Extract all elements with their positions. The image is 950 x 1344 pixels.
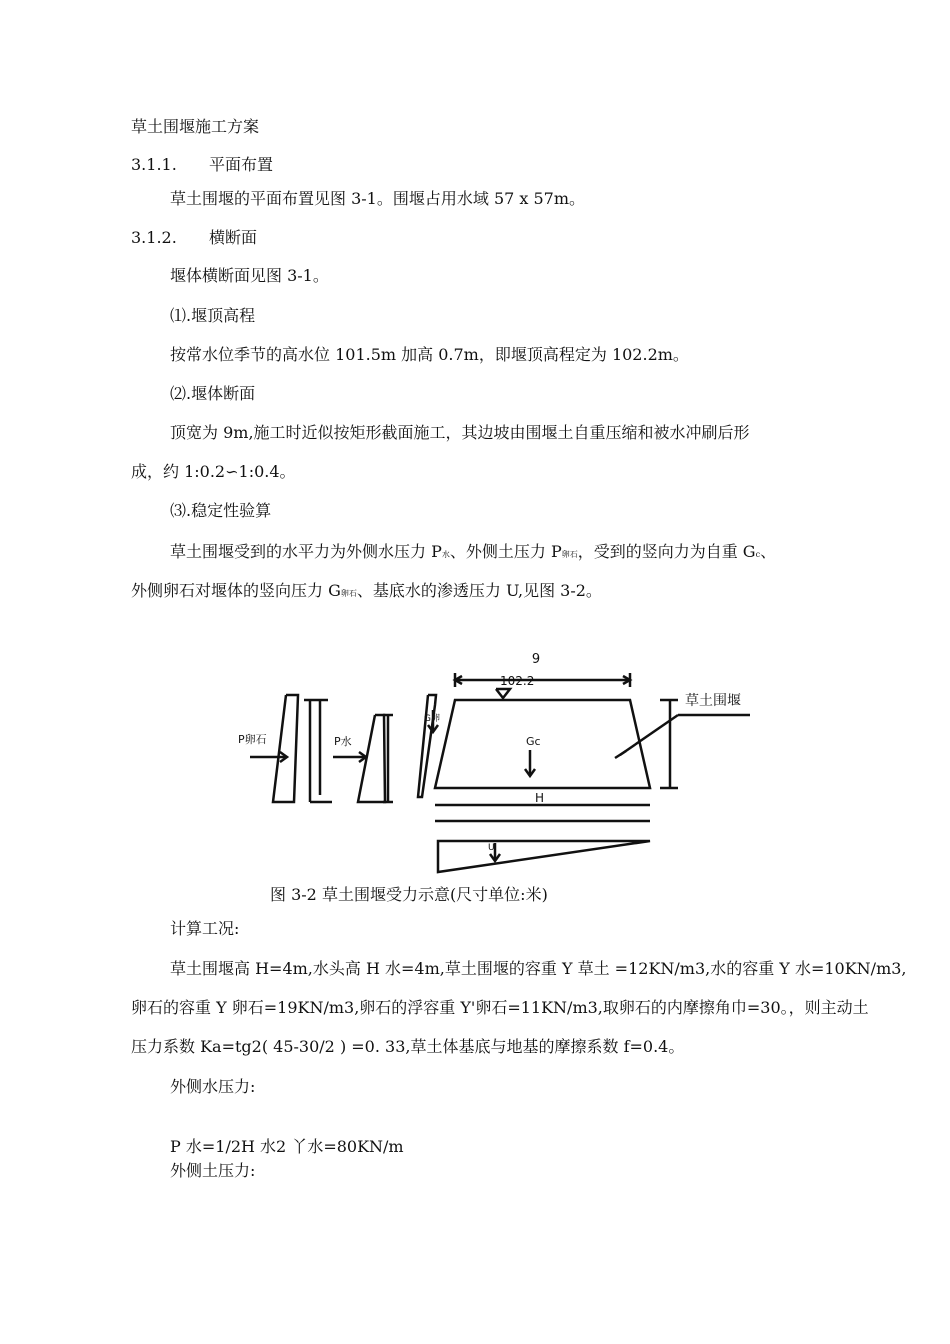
uplift-diagram bbox=[438, 841, 650, 872]
p2-label: P水 bbox=[334, 735, 352, 748]
text-run: 、基底水的渗透压力 U,见图 3-2。 bbox=[356, 581, 602, 600]
subscript: c bbox=[755, 550, 761, 559]
figure-caption: 图 3-2 草土围堰受力示意(尺寸单位:米) bbox=[270, 885, 548, 904]
cofferdam-section bbox=[435, 700, 650, 788]
cofferdam-label: 草土围堰 bbox=[685, 693, 741, 709]
text-run: 、 bbox=[760, 542, 777, 561]
item-stability-check: ⑶.稳定性验算 bbox=[170, 501, 272, 520]
section-number-3-1-1: 3.1.1. bbox=[131, 155, 177, 174]
text-run: 草土围堰受到的水平力为外侧水压力 P bbox=[170, 542, 442, 561]
calc-line1: 草土围堰高 H=4m,水头高 H 水=4m,草土围堰的容重 Y 草土 =12KN/m3,水的容重 Y 水=10KN/m3, bbox=[170, 959, 907, 978]
subscript: 卵石 bbox=[340, 589, 357, 598]
item-crest-elevation: ⑴.堰顶高程 bbox=[170, 306, 256, 325]
paragraph-body-section-line1: 顶宽为 9m,施工时近似按矩形截面施工，其边坡由围堰土自重压缩和被水冲刷后形 bbox=[170, 423, 750, 442]
h-label: H bbox=[535, 791, 545, 805]
left-wedge-1 bbox=[273, 695, 298, 802]
doc-title: 草土围堰施工方案 bbox=[131, 117, 260, 136]
paragraph-forces-line1 bbox=[170, 541, 776, 566]
item-body-section: ⑵.堰体断面 bbox=[170, 384, 256, 403]
section-heading-cross-section: 横断面 bbox=[209, 228, 258, 247]
gc-label: Gc bbox=[526, 735, 541, 748]
paragraph-crest-elevation: 按常水位季节的高水位 101.5m 加高 0.7m，即堰顶高程定为 102.2m。 bbox=[170, 345, 689, 364]
soil-pressure-heading: 外侧土压力: bbox=[170, 1161, 256, 1180]
section-heading-layout: 平面布置 bbox=[209, 155, 274, 174]
g-left-label: G卵 bbox=[424, 714, 440, 724]
text-run: 外侧卵石对堰体的竖向压力 G bbox=[131, 581, 341, 600]
elevation-label: 102.2 bbox=[500, 674, 535, 688]
section-number-3-1-2: 3.1.2. bbox=[131, 228, 177, 247]
calc-heading: 计算工况: bbox=[170, 919, 240, 938]
force-diagram bbox=[230, 645, 750, 885]
water-pressure-heading: 外侧水压力: bbox=[170, 1077, 256, 1096]
top-width-label: 9 bbox=[531, 652, 541, 667]
paragraph-forces-line2 bbox=[131, 580, 602, 605]
paragraph-layout: 草土围堰的平面布置见图 3-1。围堰占用水域 57 x 57m。 bbox=[170, 189, 586, 208]
calc-line3: 压力系数 Ka=tg2( 45-30/2 ) =0. 33,草土体基底与地基的摩擦系数 f=0.4。 bbox=[131, 1037, 685, 1056]
paragraph-cross-section: 堰体横断面见图 3-1。 bbox=[170, 266, 329, 285]
calc-line2: 卵石的容重 Y 卵石=19KN/m3,卵石的浮容重 Y'卵石=11KN/m3,取卵石的内摩擦角巾=30。，则主动土 bbox=[131, 998, 869, 1017]
elevation-mark bbox=[496, 689, 510, 698]
subscript: 卵石 bbox=[561, 550, 578, 559]
u-label: U bbox=[488, 843, 495, 853]
subscript: 水 bbox=[441, 550, 450, 559]
text-run: ，受到的竖向力为自重 G bbox=[577, 542, 756, 561]
paragraph-body-section-line2: 成，约 1:0.2∽1:0.4。 bbox=[131, 462, 296, 481]
water-pressure-formula: P 水=1/2H 水2 丫水=80KN/m bbox=[170, 1137, 404, 1156]
p1-label: P卵石 bbox=[238, 733, 267, 746]
text-run: 、外侧土压力 P bbox=[449, 542, 562, 561]
